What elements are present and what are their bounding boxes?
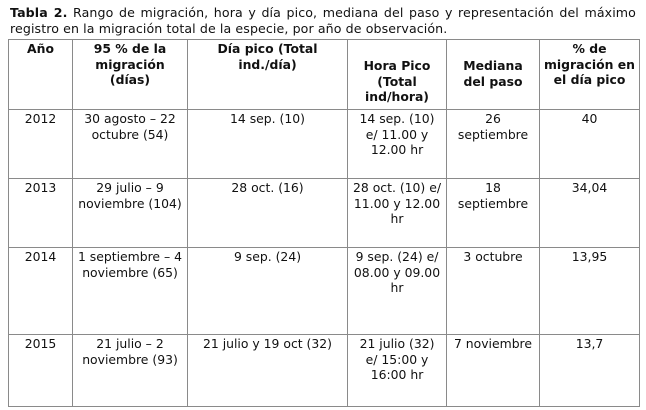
cell-peak-hour: 14 sep. (10) e/ 11.00 y 12.00 hr [348,110,447,179]
cell-peak-day: 14 sep. (10) [188,110,348,179]
cell-year: 2013 [9,179,73,248]
migration-table [8,39,640,407]
table-row [9,248,640,335]
header-peak-day: Día pico (Total ind./día) [188,40,348,110]
table-caption [10,5,636,37]
cell-peak-hour: 28 oct. (10) e/ 11.00 y 12.00 hr [348,179,447,248]
cell-median: 3 octubre [447,248,540,335]
cell-year: 2015 [9,335,73,407]
caption-text: Rango de migración, hora y día pico, mediana del paso y representación del máximo registro en la migración total de la especie, por año de observación. [10,5,636,36]
cell-peak-hour: 21 julio (32) e/ 15:00 y 16:00 hr [348,335,447,407]
table-row [9,335,640,407]
cell-range: 1 septiembre – 4 noviembre (65) [73,248,188,335]
cell-peak-day: 21 julio y 19 oct (32) [188,335,348,407]
header-year: Año [9,40,73,110]
header-peak-hour: Hora Pico (Total ind/hora) [348,40,447,110]
cell-range: 30 agosto – 22 octubre (54) [73,110,188,179]
table-row [9,110,640,179]
header-row [9,40,640,110]
table-row [9,179,640,248]
cell-percent: 13,95 [540,248,640,335]
header-percent: % de migración en el día pico [540,40,640,110]
cell-year: 2012 [9,110,73,179]
caption-label: Tabla 2. [10,5,68,20]
cell-peak-day: 9 sep. (24) [188,248,348,335]
cell-range: 21 julio – 2 noviembre (93) [73,335,188,407]
cell-peak-day: 28 oct. (16) [188,179,348,248]
cell-percent: 34,04 [540,179,640,248]
cell-percent: 40 [540,110,640,179]
cell-percent: 13,7 [540,335,640,407]
cell-year: 2014 [9,248,73,335]
cell-median: 7 noviembre [447,335,540,407]
cell-median: 26 septiembre [447,110,540,179]
header-median: Mediana del paso [447,40,540,110]
cell-median: 18 septiembre [447,179,540,248]
cell-peak-hour: 9 sep. (24) e/ 08.00 y 09.00 hr [348,248,447,335]
header-range: 95 % de la migración (días) [73,40,188,110]
cell-range: 29 julio – 9 noviembre (104) [73,179,188,248]
